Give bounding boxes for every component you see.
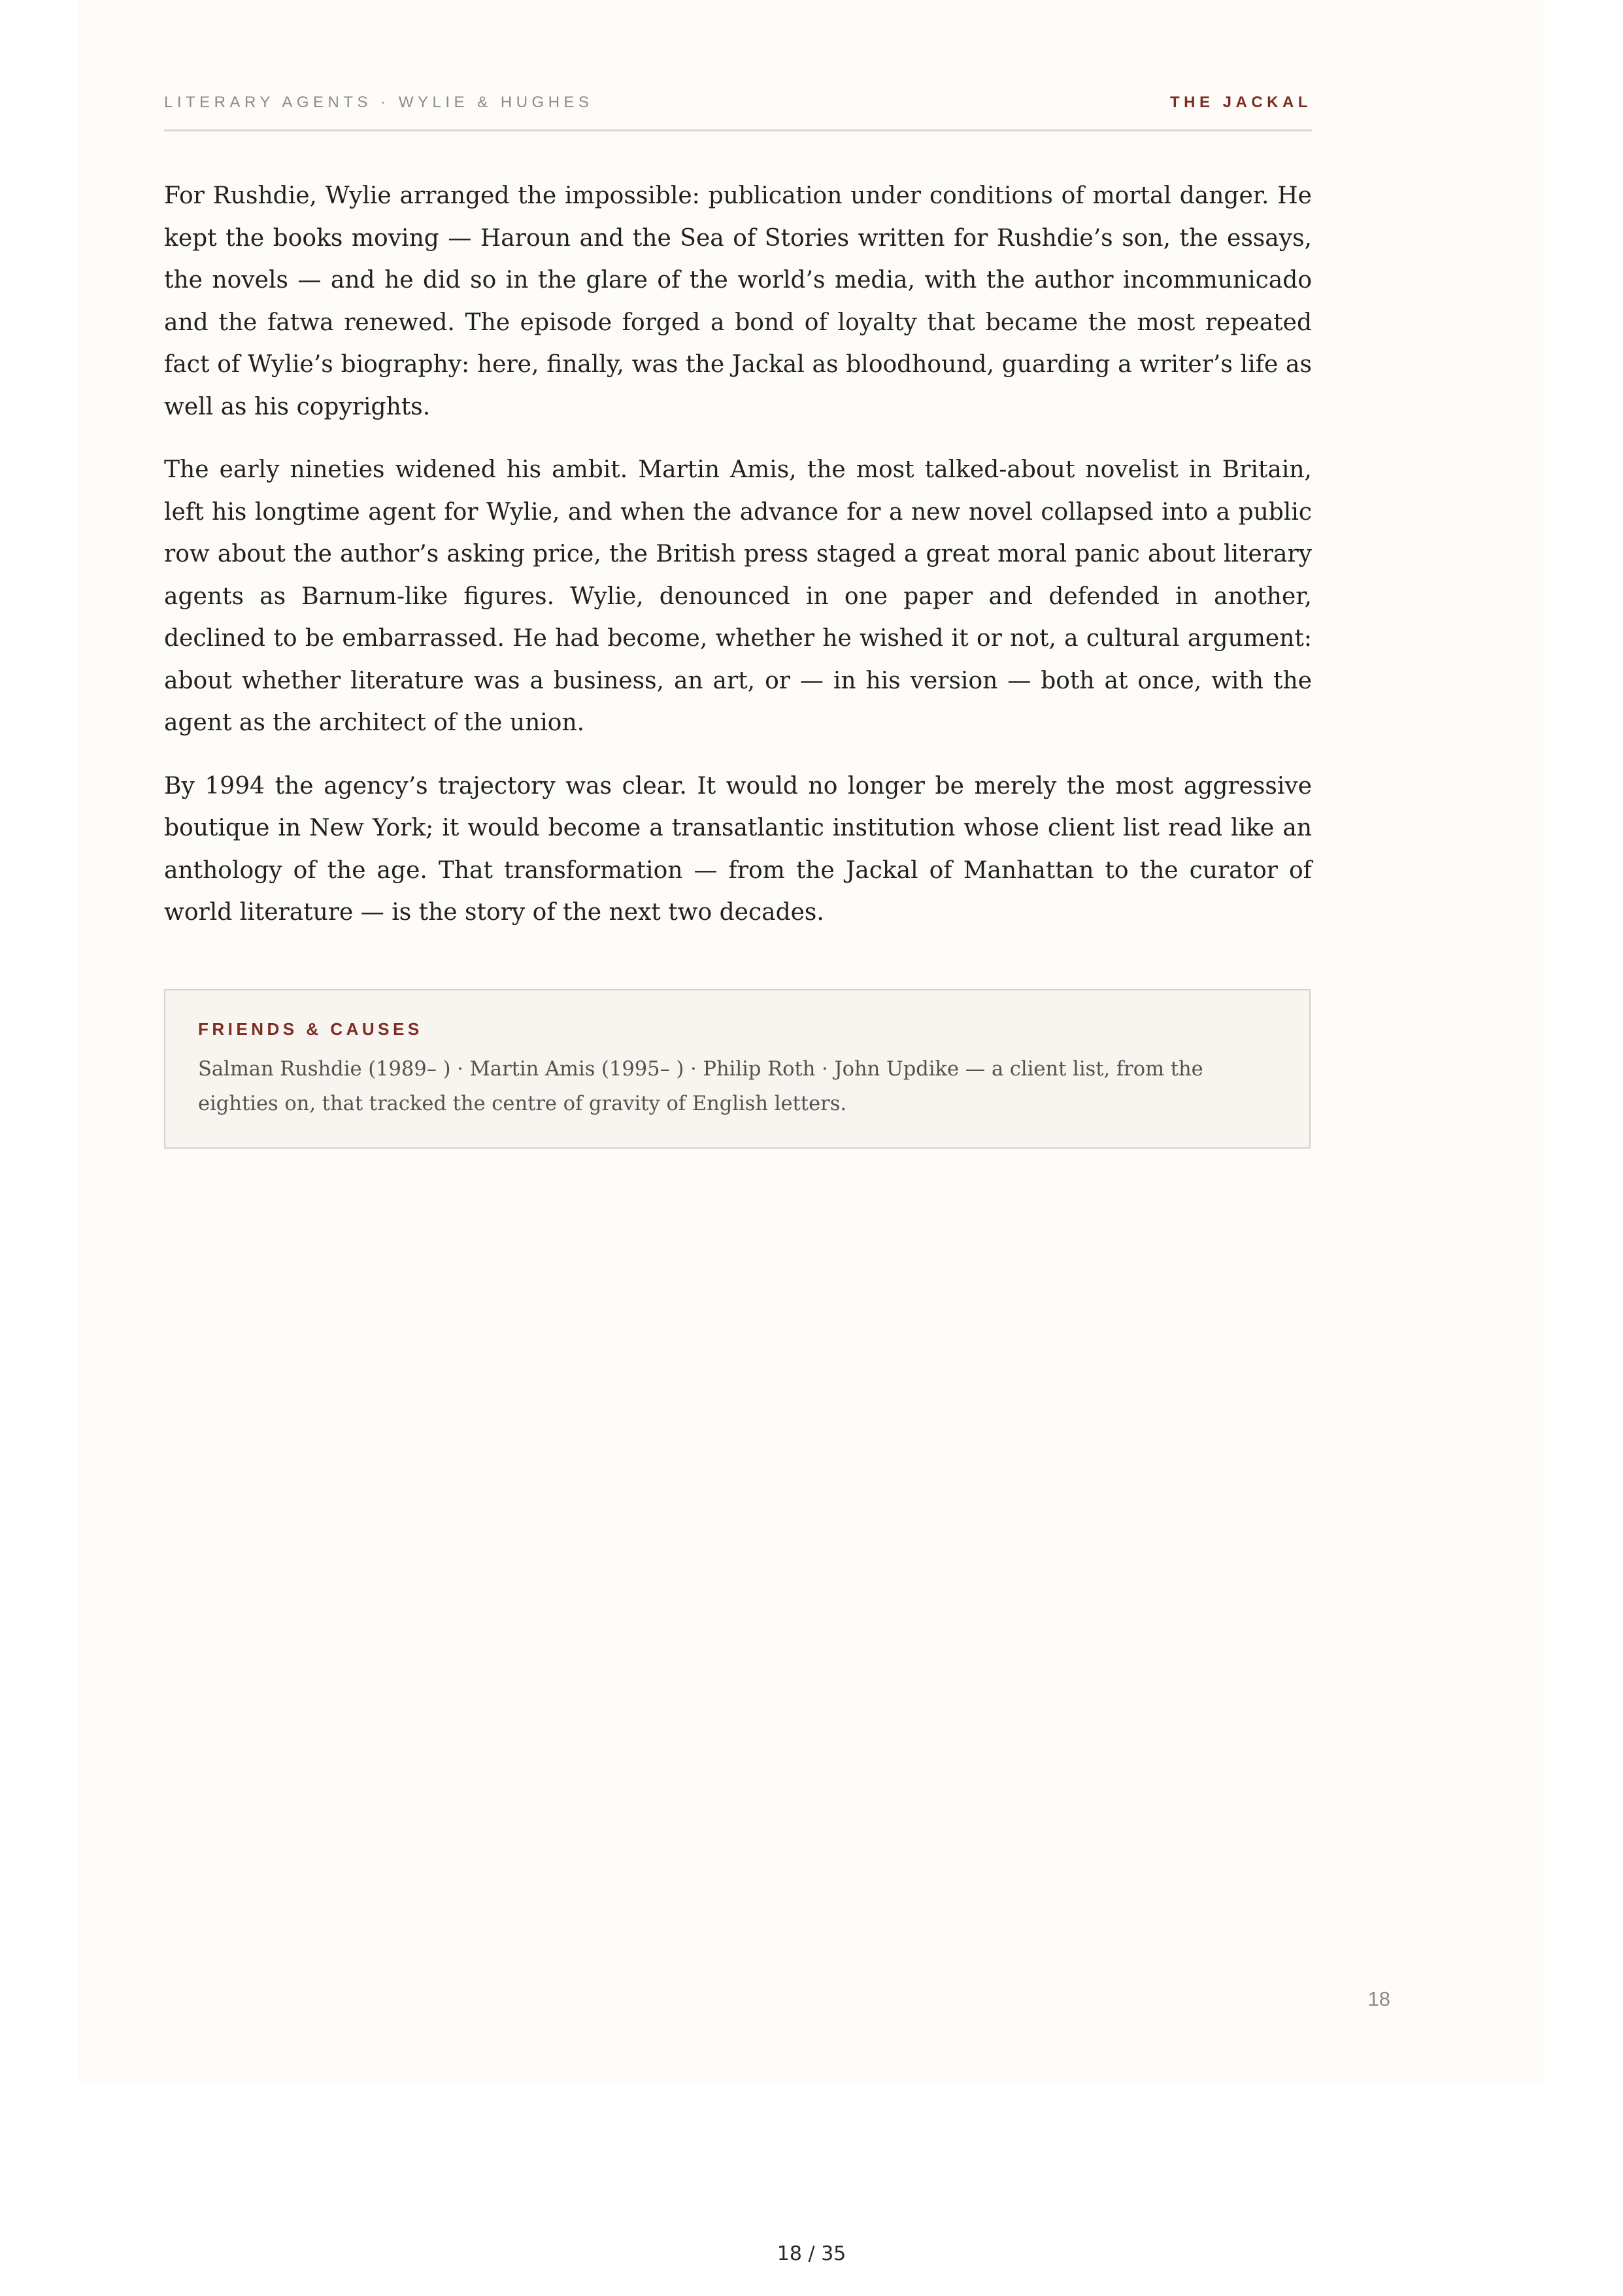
sidebar-box [164,989,1311,1149]
sidebar-title: FRIENDS & CAUSES [198,1019,423,1039]
paragraph-amis: The early nineties widened his ambit. Martin Amis, the most talked-about novelist in Britain, left his longtime agent for Wylie, and when the advance for a new novel collapsed into a public row about the author’s asking price, the British press staged a great moral panic about literary agents as Barnum-like figures. Wylie, denounced in one paper and defended in another, declined to be embarrassed. He had become, whether he wished it or not, a cultural argument: about whether literature was a business, an art, or — in his version — both at once, with the agent as the architect of the union. [164,456,1312,736]
sidebar-text: Salman Rushdie (1989– ) · Martin Amis (1995– ) · Philip Roth · John Updike — a client list, from the eighties on, that tracked the centre of gravity of English letters. [198,1058,1203,1115]
running-title: LITERARY AGENTS · WYLIE & HUGHES [164,93,594,111]
page-number: 18 [1367,1987,1390,2010]
paragraph-1994: By 1994 the agency’s trajectory was clear. It would no longer be merely the most aggressive boutique in New York; it would become a transatlantic institution whose client list read like an anthology of the age. That transformation — from the Jackal of Manhattan to the curator of world literature — is the story of the next two decades. [164,772,1312,926]
viewer-page-counter: 18 / 35 [777,2242,846,2265]
page-header [164,93,1312,131]
body-text [164,175,1312,955]
paragraph-rushdie: For Rushdie, Wylie arranged the impossible: publication under conditions of mortal danger. He kept the books moving — Haroun and the Sea of Stories written for Rushdie’s son, the essays, the novels — and he did so in the glare of the world’s media, with the author incommunicado and the fatwa renewed. The episode forged a bond of loyalty that became the most repeated fact of Wylie’s biography: here, finally, was the Jackal as bloodhound, guarding a writer’s life as well as his copyrights. [164,182,1312,420]
chapter-title: THE JACKAL [1169,93,1312,111]
